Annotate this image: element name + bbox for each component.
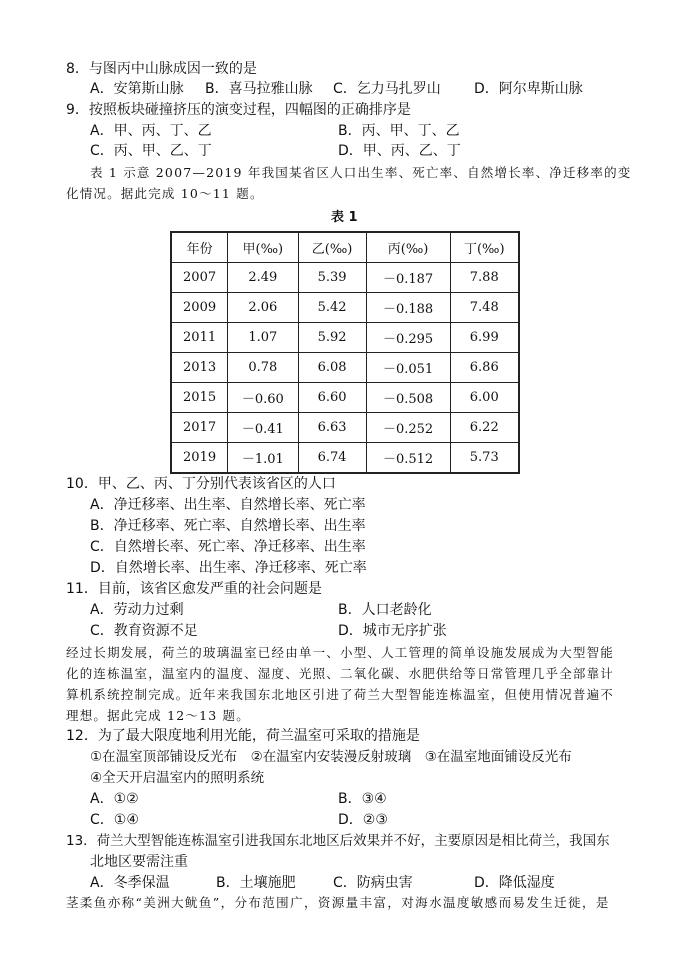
cell: －0.295: [366, 323, 450, 353]
table-row: [171, 383, 519, 413]
q13-option-c: C．防病虫害: [333, 875, 413, 891]
intro3-line1: 茎柔鱼亦称“美洲大鱿鱼”，分布范围广，资源量丰富，对海水温度敏感而易发生迁徙，是: [66, 895, 610, 910]
q9-option-d: D．甲、丙、乙、丁: [338, 143, 461, 159]
cell: 2007: [171, 263, 228, 293]
cell: 2.06: [228, 293, 298, 323]
q9-stem: 9．按照板块碰撞挤压的演变过程，四幅图的正确排序是: [66, 102, 411, 118]
intro2-line2: 化的连栋温室，温室内的温度、湿度、光照、二氧化碳、水肥供给等日常管理几乎全部靠计: [66, 666, 615, 681]
cell: 2009: [171, 293, 228, 323]
cell: 1.07: [228, 323, 298, 353]
q11-stem: 11．目前，该省区愈发严重的社会问题是: [66, 581, 322, 597]
header-bing: 丙(‰): [366, 232, 450, 263]
cell: 5.39: [298, 263, 366, 293]
intro1-line2: 化情况。据此完成 10～11 题。: [66, 186, 264, 201]
data-table: [170, 231, 520, 474]
cell: 0.78: [228, 353, 298, 383]
cell: －0.187: [366, 263, 450, 293]
q11-option-d: D．城市无序扩张: [338, 623, 447, 639]
cell: 6.60: [298, 383, 366, 413]
cell: －0.188: [366, 293, 450, 323]
q9-option-b: B．丙、甲、丁、乙: [338, 123, 460, 139]
table-row: [171, 413, 519, 443]
cell: 2019: [171, 443, 228, 474]
intro1-line1: 表 1 示意 2007—2019 年我国某省区人口出生率、死亡率、自然增长率、净迁移率的变: [90, 165, 632, 180]
cell: 7.88: [450, 263, 519, 293]
cell: 6.22: [450, 413, 519, 443]
cell: 6.74: [298, 443, 366, 474]
cell: 2.49: [228, 263, 298, 293]
q9-option-a: A．甲、丙、丁、乙: [90, 123, 212, 139]
cell: －0.252: [366, 413, 450, 443]
q9-option-c: C．丙、甲、乙、丁: [90, 143, 212, 159]
header-year: 年份: [171, 232, 228, 263]
q8-option-c: C．乞力马扎罗山: [333, 81, 441, 97]
q13-option-b: B．土壤施肥: [216, 875, 296, 891]
q8-option-b: B．喜马拉雅山脉: [205, 81, 313, 97]
q11-option-b: B．人口老龄化: [338, 602, 432, 618]
q12-option-b: B．③④: [338, 791, 387, 807]
cell: －0.60: [228, 383, 298, 413]
cell: 5.73: [450, 443, 519, 474]
cell: 7.48: [450, 293, 519, 323]
intro2-line3: 算机系统控制完成。近年来我国东北地区引进了荷兰大型智能连栋温室，但使用情况普遍不: [66, 687, 615, 702]
header-jia: 甲(‰): [228, 232, 298, 263]
cell: 2013: [171, 353, 228, 383]
header-ding: 丁(‰): [450, 232, 519, 263]
q12-option-c: C．①④: [90, 812, 139, 828]
cell: 6.86: [450, 353, 519, 383]
cell: －0.512: [366, 443, 450, 474]
table-row: [171, 443, 519, 474]
q12-items-line1: ①在温室顶部铺设反光布 ②在温室内安装漫反射玻璃 ③在温室地面铺设反光布: [90, 749, 572, 765]
table-row: [171, 323, 519, 353]
table-row: [171, 263, 519, 293]
q13-option-a: A．冬季保温: [90, 875, 170, 891]
q13-stem-line2: 北地区要需注重: [90, 854, 188, 870]
table-row: [171, 293, 519, 323]
q11-option-c: C．教育资源不足: [90, 623, 198, 639]
intro2-line4: 理想。据此完成 12～13 题。: [66, 708, 250, 723]
cell: 6.99: [450, 323, 519, 353]
cell: 6.63: [298, 413, 366, 443]
q10-option-c: C．自然增长率、死亡率、净迁移率、出生率: [90, 539, 366, 555]
cell: 5.92: [298, 323, 366, 353]
cell: 2011: [171, 323, 228, 353]
q8-option-a: A．安第斯山脉: [90, 81, 184, 97]
intro2-line1: 经过长期发展，荷兰的玻璃温室已经由单一、小型、人工管理的简单设施发展成为大型智能: [66, 645, 615, 660]
table-header-row: [171, 232, 519, 263]
cell: 6.08: [298, 353, 366, 383]
q13-stem-line1: 13．荷兰大型智能连栋温室引进我国东北地区后效果并不好，主要原因是相比荷兰，我国东: [66, 833, 610, 849]
q8-option-d: D．阿尔卑斯山脉: [474, 81, 583, 97]
q10-option-b: B．净迁移率、死亡率、自然增长率、出生率: [90, 518, 366, 534]
q10-stem: 10．甲、乙、丙、丁分别代表该省区的人口: [66, 476, 336, 492]
cell: 5.42: [298, 293, 366, 323]
q10-option-a: A．净迁移率、出生率、自然增长率、死亡率: [90, 497, 366, 513]
q12-stem: 12．为了最大限度地利用光能，荷兰温室可采取的措施是: [66, 728, 420, 744]
header-yi: 乙(‰): [298, 232, 366, 263]
cell: －1.01: [228, 443, 298, 474]
q8-stem: 8．与图丙中山脉成因一致的是: [66, 61, 257, 77]
q12-items-line2: ④全天开启温室内的照明系统: [90, 770, 265, 786]
cell: －0.508: [366, 383, 450, 413]
q13-option-d: D．降低湿度: [474, 875, 555, 891]
q12-option-a: A．①②: [90, 791, 139, 807]
q11-option-a: A．劳动力过剩: [90, 602, 184, 618]
table-title: 表 1: [331, 210, 358, 225]
q12-option-d: D．②③: [338, 812, 388, 828]
cell: 6.00: [450, 383, 519, 413]
table-row: [171, 353, 519, 383]
cell: －0.41: [228, 413, 298, 443]
q10-option-d: D．自然增长率、出生率、净迁移率、死亡率: [90, 560, 367, 576]
cell: 2017: [171, 413, 228, 443]
cell: 2015: [171, 383, 228, 413]
cell: －0.051: [366, 353, 450, 383]
